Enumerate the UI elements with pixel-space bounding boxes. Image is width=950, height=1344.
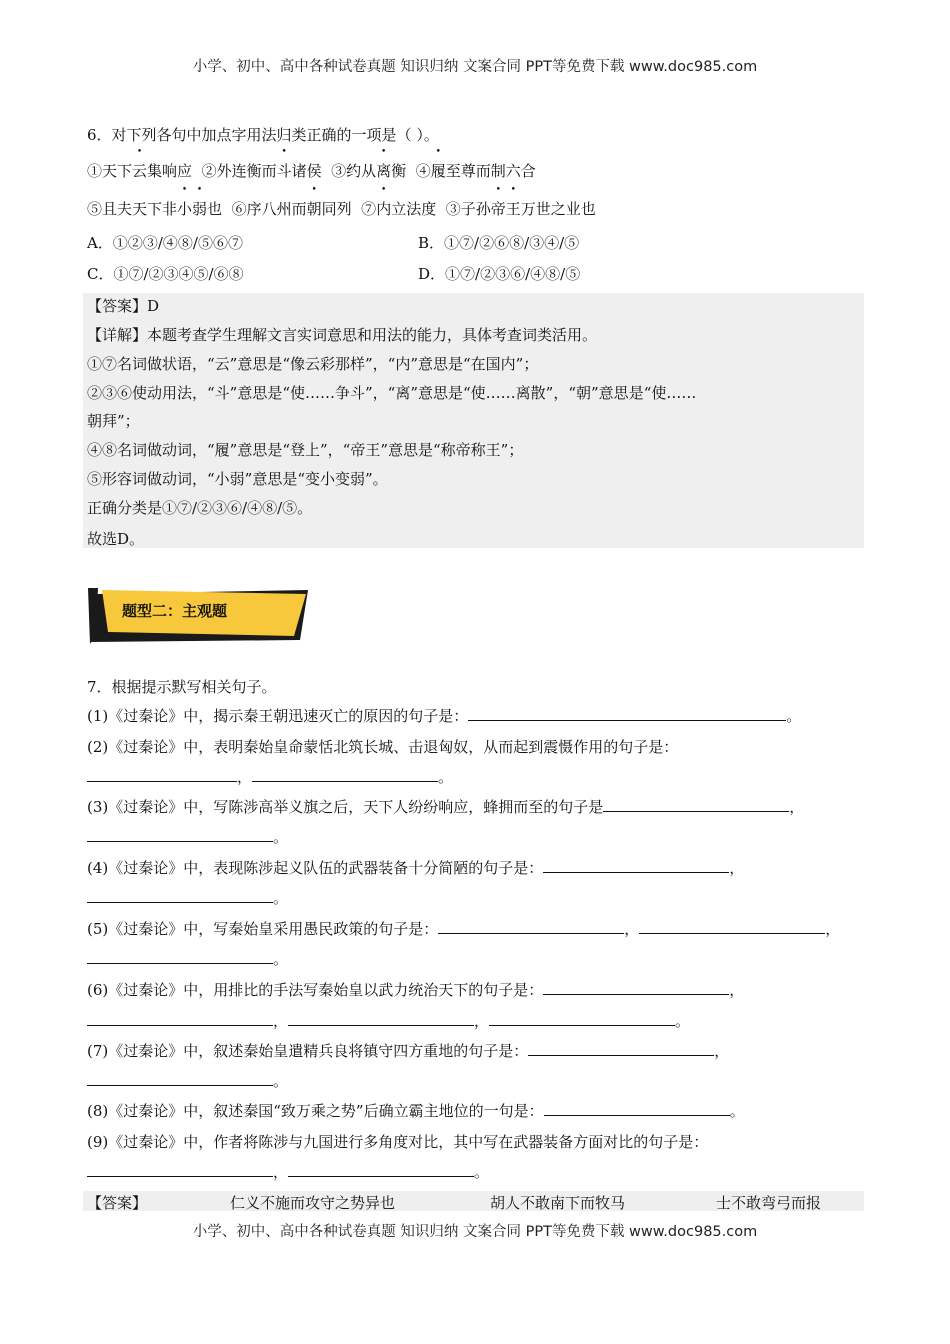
q7-item-8: (8)《过秦论》中，叙述秦国“致万乘之势”后确立霸主地位的一句是： 。: [87, 1102, 745, 1120]
dotted-character: 帝: [490, 200, 506, 218]
answer-blank[interactable]: [87, 827, 273, 842]
q6-option-b: B．①⑦/②⑥⑧/③④/⑤: [418, 234, 580, 252]
q6-stem: 6．对下列各句中加点字用法归类正确的一项是（ ）。: [87, 126, 439, 144]
sentence-text: ⑥序八州而: [231, 200, 307, 218]
sentence-text: ⑤且夫天下非: [87, 200, 178, 218]
q7-item-7-blanks: 。: [87, 1070, 288, 1092]
dotted-character: 内: [376, 200, 392, 218]
answer-blank[interactable]: [639, 919, 825, 934]
q7-item-9: (9)《过秦论》中，作者将陈涉与九国进行多角度对比，其中写在武器装备方面对比的句子是：: [87, 1133, 709, 1151]
q7-item-4-blanks: 。: [87, 887, 288, 909]
answer-blank[interactable]: [87, 888, 273, 903]
q7-item-4: (4)《过秦论》中，表现陈涉起义队伍的武器装备十分简陋的句子是： ，: [87, 859, 745, 877]
answer-blank[interactable]: [252, 767, 438, 782]
q6-answer: 【答案】D: [87, 297, 160, 315]
answer-blank[interactable]: [489, 1011, 675, 1026]
q7-answer-label: 【答案】: [87, 1194, 148, 1212]
answer-blank[interactable]: [87, 767, 237, 782]
answer-blank[interactable]: [528, 1041, 714, 1056]
q7-item-5: (5)《过秦论》中，写秦始皇采用愚民政策的句子是： ， ，: [87, 920, 841, 938]
q6-option-d: D．①⑦/②③⑥/④⑧/⑤: [418, 265, 581, 283]
dotted-character: 斗: [276, 162, 292, 180]
q7-item-2-blanks: ， 。: [87, 766, 453, 788]
q7-item-3: (3)《过秦论》中，写陈涉高举义旗之后，天下人纷纷响应，蜂拥而至的句子是 ，: [87, 798, 805, 816]
answer-blank[interactable]: [288, 1162, 474, 1177]
answer-blank[interactable]: [468, 706, 786, 721]
dotted-character: 弱: [192, 200, 208, 218]
q7-item-6: (6)《过秦论》中，用排比的手法写秦始皇以武力统治天下的句子是： ，: [87, 981, 745, 999]
q7-item-2: (2)《过秦论》中，表明秦始皇命蒙恬北筑长城、击退匈奴，从而起到震慑作用的句子是：: [87, 738, 679, 756]
page-footer: 小学、初中、高中各种试卷真题 知识归纳 文案合同 PPT等免费下载 www.doc985.com: [192, 1224, 758, 1240]
q7-answer-1: 仁义不施而攻守之势异也: [230, 1194, 396, 1212]
answer-blank[interactable]: [87, 1011, 273, 1026]
dotted-character: 履: [430, 162, 446, 180]
answer-blank[interactable]: [543, 980, 729, 995]
answer-blank[interactable]: [438, 919, 624, 934]
answer-blank[interactable]: [288, 1011, 474, 1026]
dotted-character: 王: [505, 200, 521, 218]
sentence-text: 至尊而制六合: [445, 162, 536, 180]
q7-item-1: (1)《过秦论》中，揭示秦王朝迅速灭亡的原因的句子是： 。: [87, 707, 802, 725]
answer-blank[interactable]: [603, 797, 789, 812]
q6-explain-choice: 故选D。: [87, 530, 145, 548]
sentence-text: ①天下: [87, 162, 133, 180]
answer-blank[interactable]: [87, 949, 273, 964]
answer-blank[interactable]: [87, 1071, 273, 1086]
sentence-text: 也: [207, 200, 232, 218]
q7-item-6-blanks: ， ， 。: [87, 1010, 690, 1032]
q6-explain-intro: 【详解】本题考查学生理解文言实词意思和用法的能力，具体考查词类活用。: [87, 326, 598, 344]
q6-explain-4: ⑤形容词做动词，“小弱”意思是“变小变弱”。: [87, 470, 388, 488]
q7-stem: 7．根据提示默写相关句子。: [87, 678, 277, 696]
q7-item-9-blanks: ， 。: [87, 1161, 489, 1183]
page-header: 小学、初中、高中各种试卷真题 知识归纳 文案合同 PPT等免费下载 www.doc985.com: [192, 59, 758, 75]
sentence-text: ③子孙: [445, 200, 491, 218]
q6-explain-summary: 正确分类是①⑦/②③⑥/④⑧/⑤。: [87, 499, 313, 517]
q7-item-3-blanks: 。: [87, 826, 288, 848]
q6-explain-2: ②③⑥使动用法，“斗”意思是“使……争斗”，“离”意思是“使……离散”，“朝”意思是“使……: [87, 384, 697, 402]
section-banner: [88, 588, 310, 644]
q6-option-a: A．①②③/④⑧/⑤⑥⑦: [87, 234, 243, 252]
sentence-text: 同列: [321, 200, 362, 218]
answer-blank[interactable]: [544, 1101, 730, 1116]
sentence-text: 衡: [391, 162, 416, 180]
q7-answer-3: 士不敢弯弓而报: [716, 1194, 822, 1212]
q6-option-c: C．①⑦/②③④⑤/⑥⑧: [87, 265, 244, 283]
sentence-text: 立法度: [391, 200, 446, 218]
q6-explain-1: ①⑦名词做状语，“云”意思是“像云彩那样”，“内”意思是“在国内”；: [87, 355, 539, 373]
answer-blank[interactable]: [543, 858, 729, 873]
sentence-text: ④: [415, 162, 431, 180]
sentence-text: 集响应: [147, 162, 202, 180]
dotted-character: 朝: [306, 200, 322, 218]
q6-sentences-row1: [87, 160, 536, 182]
dotted-character: 小: [177, 200, 193, 218]
q7-answer-2: 胡人不敢南下而牧马: [490, 1194, 626, 1212]
q7-item-7: (7)《过秦论》中，叙述秦始皇遣精兵良将镇守四方重地的句子是： ，: [87, 1042, 730, 1060]
dotted-character: 云: [132, 162, 148, 180]
answer-blank[interactable]: [87, 1162, 273, 1177]
sentence-text: ⑦: [361, 200, 377, 218]
q6-explain-2-cont: 朝拜”；: [87, 412, 140, 430]
q6-sentences-row2: [87, 198, 596, 220]
section-title: 题型二：主观题: [122, 602, 228, 620]
sentence-text: 万世之业也: [520, 200, 596, 218]
dotted-character: 离: [376, 162, 392, 180]
sentence-text: 诸侯: [291, 162, 332, 180]
sentence-text: ②外连衡而: [201, 162, 277, 180]
sentence-text: ③约从: [331, 162, 377, 180]
q7-item-5-blanks: 。: [87, 948, 288, 970]
q6-explain-3: ④⑧名词做动词，“履”意思是“登上”，“帝王”意思是“称帝称王”；: [87, 441, 524, 459]
